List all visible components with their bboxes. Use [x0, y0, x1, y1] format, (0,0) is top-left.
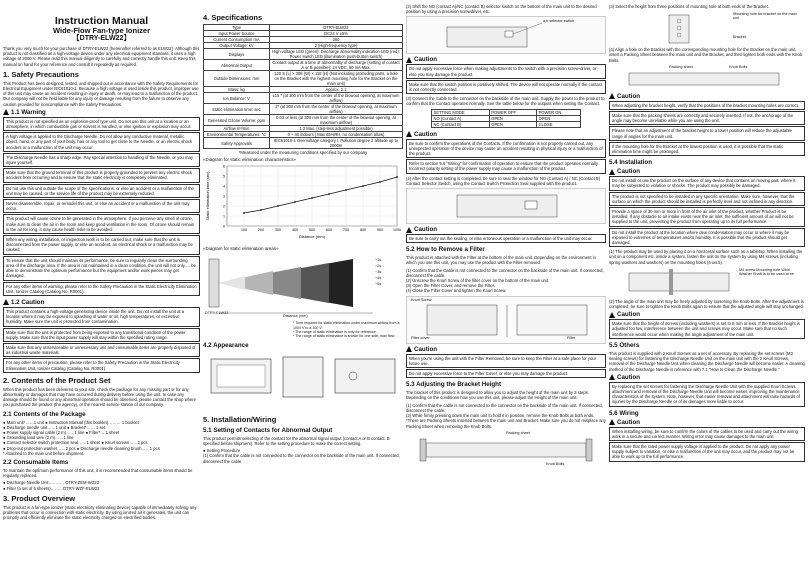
table-cell: OPEN [537, 115, 581, 121]
package-item: ● Drop-out protection washer……2 pcs ● Discharge needle cleaning brush……1 pcs [3, 445, 160, 451]
screw-shape [669, 269, 673, 295]
warning-item: Never disassemble, repair, or remodel this unit, or else an accident or a malfunction of the unit may occur. [3, 199, 200, 213]
setting-step-3: (3) Connect the Cable to the connector on the backside of the main unit. Supply the power to the product to confirm that the Contact operates normally. See the table below for the outputs when setting the Contact. [406, 96, 605, 107]
chart-xtick-label: 600 [326, 228, 332, 233]
caution-heading: Caution [609, 311, 805, 318]
specs-table [203, 24, 403, 149]
others-text: This product is supplied with 2 Knurl Screws as a set of accessory. By replacing the set screws (M3 sealing screws) for fastening the Discharge Needle Unit on the main unit with the 2 Knurl Screws, removal of the Discharge Needle Unit when cleaning the Discharge Needle will become easier. A cleaning method of the Discharge Needle is reference with 7.1 "How to Clean the Discharge Needle." [609, 350, 805, 372]
slot-label: M4 screw Mounting hole Whirl Washer Shaft is to be used at ne [739, 267, 794, 276]
setting-step-1: (1) Confirm that the cable is not connected to the connector on the backside of the main unit. If connected, disconnect the cable. [203, 453, 400, 464]
contents-text: When this product has been delivered to your site, check the package for any missing part or for any abnormality or damages that may have occurred during delivery before using the unit. In case any damage should be found or any abnormal operation should be observed, please contact the shop where you purchased the product (the agency), or the nearest service station of our company. [3, 386, 196, 408]
chart-point [260, 209, 262, 211]
hole-1 [677, 19, 681, 23]
install-step-1: (1) The product may be used by placing it on a horizontal surface such as a tabletop. When installing the unit on a component etc. inside a system, fasten the unit on the system by using M4 screws (including spring washers and washers) on the mounting holes (4-ø4.5). [609, 249, 803, 265]
spec-row [204, 93, 403, 104]
manual-title: Instruction Manual [54, 15, 149, 27]
bracket-step: (2) While firmly pressing down the main unit to hold it in position, remove the Knob Bolts at both ends. [406, 413, 595, 419]
caution-heading: 1.2 Caution [3, 299, 200, 306]
elimination-areas-figure [203, 253, 403, 319]
chart-ylabel: Static elimination time (sec) [205, 171, 210, 221]
chart-point [396, 176, 398, 178]
chart-xlabel: Distance (mm) [298, 234, 326, 240]
seal-shape [525, 201, 537, 209]
installation-title: 5. Installation/Wiring [203, 414, 277, 424]
side-view [283, 357, 323, 397]
rear-view [335, 359, 395, 393]
table-cell: NC (Contact B) [432, 121, 490, 127]
spec-row [204, 60, 403, 71]
spec-label: Outside Dimensions: mm [204, 71, 270, 87]
caution-item: This product contains a high-voltage generating device inside the unit. Do not install the unit at a location where it may be exposed to splashing of water or oil, high temperatures, or excessive humidity. Make sure the unit is protected from contamination. [3, 307, 200, 327]
chart-xtick-label: 300 [275, 228, 281, 233]
bracket-left [420, 439, 426, 461]
bracket-right [586, 439, 592, 461]
table-cell: NO (Contact A) [432, 115, 490, 121]
specs-footnote: *Measured under the measuring conditions specified by our company [238, 150, 368, 155]
spec-label: Mass: kg [204, 87, 270, 93]
selector-switch-figure [406, 16, 606, 54]
knob-label: Knob Bolts [546, 461, 565, 466]
caution-item: When you're using the unit with the Filter Removed, be sure to keep the Filter at a safe place for your future use. [406, 354, 606, 368]
selector-switch-shape [505, 31, 513, 37]
areas-legend [375, 257, 381, 287]
spec-label: Ion Balance: V [204, 93, 270, 104]
overview-text: This product is a fan-type ionizer (static electricity eliminating device) capable of immediately solving any problems that occur in connection with static electricity. By using ionized air it generates, the unit can promptly and efficiently eliminate the static electricity charged on electrified bodies. [3, 504, 197, 521]
bracket-note: *There are Packing Sheets inserted between the main unit and Bracket. Make sure you do not misplace any Packing Sheet when removing the Knob Bolts. [406, 418, 606, 429]
height-step-4: (4) Align a hole on the Bracket with the corresponding mounting hole for the Bracket on the main unit, insert a Packing Sheet between the main unit and the Bracket, and then tighten both ends with the Knob Bolts. [609, 47, 802, 63]
filter-figure [406, 296, 606, 344]
intro-text: Thank you very much for your purchase of DTRY-ELW22 (hereinafter referred to as ELW22). Although this product is not classified as a high-voltage device under any electrical equipment standard, it uses a high voltage at 2000 V. Please read this manual diligently to carefully and correctly handle this unit. Keep this manual on hand for your reference and consult it repeatedly as required. [3, 46, 200, 67]
manual-subtitle: Wide-Flow Fan-type Ionizer [52, 26, 151, 35]
mounting-hole-figure [609, 11, 805, 45]
spec-label: Type [204, 25, 270, 31]
caution-item: When adjusting the bracket height, verify that the positions of the bracket mounting holes are correct. [609, 101, 805, 110]
chart-ytick-label: 4 [223, 184, 225, 189]
caution-item: Do not apply excessive force when making adjustments to the switch with a precision screw-driver, or else you may damage the product. [406, 64, 606, 78]
caution-item: Make sure that the packing sheets are correctly and securely inserted. If not, the anchorage of the angle may become unreliable while you are using the unit. [609, 111, 805, 125]
spec-row [204, 104, 403, 115]
caution-icon [406, 57, 412, 63]
chart-point [328, 193, 330, 195]
manual-model: 【DTRY-ELW22】 [72, 35, 131, 42]
specs-title: 4. Specifications [203, 13, 263, 22]
spec-value: 260 [270, 37, 403, 43]
chart-xtick-label: 800 [360, 228, 366, 233]
caution-icon [609, 312, 615, 318]
packing-drawing [609, 65, 805, 91]
filter-step: (1) Confirm that the Cable is not connected to the connector on the backside of the main unit. If connected, disconnect the cable. [406, 267, 604, 278]
setting-step-2: (2) Shift the NO (contact A)/NC (contact B) selector switch on the bottom of the main unit to the desired position by using a precision screwdriver, etc. [406, 4, 597, 15]
installation-subtitle: 5.4 Installation [609, 159, 652, 167]
column-1 [3, 0, 200, 577]
chart-ytick-label: 0 [223, 224, 225, 229]
chart-ytick-label: 1 [223, 214, 225, 219]
section-contents-title: 2. Contents of the Product Set [3, 375, 111, 385]
filter-label: Filter [567, 335, 576, 340]
column-3 [406, 0, 606, 577]
selector-switch-drawing [407, 17, 606, 53]
caution-item: Please note that an adjustment of the bracket height to a lower position will reduce the adjustable range of angles for the main unit. [609, 126, 805, 140]
chart-point [379, 181, 381, 183]
caution-heading: Caution [609, 374, 805, 381]
chart-title: «Diagram for static elimination characteristics» [203, 157, 297, 163]
chart-point [362, 185, 364, 187]
front-grille [217, 365, 265, 387]
chart-point [311, 197, 313, 199]
knob-bolt-figure [406, 431, 606, 471]
table-header-row [432, 109, 581, 115]
spec-value: Contact output at a time of abnormality of discharge (setting of contact A or B possible): 24 VDC, 50 mA Max. [270, 60, 403, 71]
spec-row [204, 49, 403, 60]
caution-icon [406, 346, 412, 352]
packing-label: Packing sheet [506, 430, 530, 435]
unit-shape [427, 305, 497, 335]
knurl-label: Knurl Screw [411, 297, 432, 302]
spec-label: Airflow m³/min [204, 126, 270, 132]
chart-xtick-label: 1000 [393, 228, 401, 233]
consumables-title: 2.2 Consumable Items [3, 458, 69, 466]
spec-value: DC24 V ±5% [270, 31, 403, 37]
seal-figure [406, 188, 606, 224]
caution-icon [609, 93, 615, 99]
package-item: ● Discharge needle unit……1 unit ● Bracket*…… 1 set [3, 424, 106, 430]
screw-figure [609, 267, 805, 297]
bracket-label: Bracket [733, 35, 746, 40]
install-step-2: (2) The angle of the main unit may be freely adjusted by loosening the Knob Bolts. After the adjustment is completed, be sure to tighten the Knob Bolts again to ensure that the adjusted angle will stay unchanged. [609, 298, 804, 310]
hole-3 [677, 33, 681, 37]
filter-step: (2) Unscrew the Knurl Screw of the filter cover on the bottom of the main unit. [406, 278, 550, 284]
legend-item: ~6s [375, 282, 382, 287]
caution-item: For any other items of precaution, please refer to the Safety Precaution in the Static Electricity Elimination Unit, Ionizer Catalog (Catalog No. R0001). [3, 358, 200, 372]
chart-point [294, 201, 296, 203]
knob-bolt-drawing [406, 431, 606, 471]
consumable-item: ● Filter (a set of 5 sheets)………DTRY-WZF-ELW22 [3, 485, 100, 491]
caution-heading: Caution [406, 131, 606, 138]
spec-label: Abnormal Output [204, 60, 270, 71]
caution-icon [3, 299, 9, 305]
spec-value: 2* (at 300 mm from the center of the blowout opening, at maximum airflow) [270, 104, 403, 115]
distance-label: Distance (mm) [283, 314, 308, 319]
caution-item: Refer to section 5.6 "Wiring" for confirmation of operation to ensure that the product operates normally. Incorrect polarity setting of the power supply may cause a malfunction of the product. [406, 159, 606, 173]
caution-heading: Caution [609, 168, 805, 175]
spec-label: Current Consumption mA [204, 37, 270, 43]
mounting-hole-label: Mounting hole for bracket on the main unit [733, 12, 797, 21]
caution-icon [609, 374, 615, 380]
base-shape [629, 273, 729, 291]
contact-setting-text: This product permits selecting of the contact for the abnormal signal output (contact A or B contact. B specified before shipment). Refer to the setting procedure to make the correct setting. [203, 435, 390, 447]
package-note: * Attached to the main unit before shipment. [3, 450, 85, 456]
consumable-item: ● Discharge Needle Unit…………DTRY-ZEM-WZ22 [3, 480, 100, 486]
packing-label: Packing sheet [669, 64, 693, 69]
legend-item: ~4s [375, 276, 382, 281]
bracket-height-text: The bracket of this product is designed to allow you to adjust the height of the main unit by 3 steps. Depending on the conditions how you use this unit, please adjust the Height of the main unit. [406, 390, 589, 401]
spec-row [204, 138, 403, 149]
caution-item: Make sure that the switch position is positively shifted. The device will not operate normally if the contact is not correctly connected. [406, 80, 606, 94]
chart-xtick-label: 900 [377, 228, 383, 233]
column-2 [203, 0, 403, 577]
spec-value: 0.03 or less (at 300 mm from the center of the blowout opening, at maximum airflow) [270, 115, 403, 126]
hole-2 [677, 26, 681, 30]
filter-cover-shape [517, 305, 587, 335]
spec-label: Displays [204, 49, 270, 60]
spec-row [204, 71, 403, 87]
appearance-drawing [203, 351, 403, 407]
chart-ytick-label: 3 [223, 194, 225, 199]
spec-row [204, 132, 403, 138]
spec-value: High voltage LED (green): Discharge abnormality indication LED (red): Power switch LED (illumination push-button switch) [270, 49, 403, 60]
caution-item: Do not install the product at the location where dew condensation may occur or where it may be exposed to extremes of temperatures and/or humidity. It is possible that the product should get damaged. [609, 228, 805, 248]
filter-step: (4) Close the Filter Cover and tighten the Knurl Screw. [406, 288, 507, 294]
section-overview-title: 3. Product Overview [3, 493, 76, 503]
others-title: 5.5 Others [609, 341, 640, 349]
warning-list [3, 117, 200, 296]
caution-heading: Caution [406, 346, 606, 353]
chart-ytick-label: 2 [223, 204, 225, 209]
caution-heading: Caution [609, 93, 805, 100]
chart-point [345, 189, 347, 191]
warning-item: The Discharge Needle has a sharp edge. Pay special attention to handling of the Needle, or you may injure yourself. [3, 153, 200, 167]
bracket-height-title: 5.3 Adjusting the Bracket Height [406, 381, 502, 389]
caution-item: Be sure to confirm the operations of the Contacts. If the confirmation is not properly carried out, any unexpected operation of the device may cause an accident resulting in physical injury or a malfunction of the product. [406, 139, 606, 159]
caution-item: Be sure to carry out the sealing, or else erroneous operation or a malfunction of the unit may occur. [406, 234, 606, 243]
table-row [432, 121, 581, 127]
caution-item: Make sure that the height of screws (including washers) is set to 8 mm or less. If the Bracket height is adjusted too low, interference between the unit and screws may occur. Make sure that no such interference would occur when making the angle adjustment of the main unit. [609, 319, 805, 339]
caution-icon [406, 227, 412, 233]
warning-icon [3, 109, 9, 115]
area-band-1s [219, 276, 245, 290]
package-item: ● Main unit*……1 unit ● Instruction Manual (this booklet)……… 1 booklet [3, 419, 139, 425]
table-cell: OPEN [489, 115, 536, 121]
warning-item: A high voltage is applied to the Discharge Needle. Do not allow any conductive material, metallic object, hand, or any part of your body, hair or any tool to get close to the Needle, or an electric shock accident or a malfunction of the unit may occur. [3, 132, 200, 152]
table-header: POWER OFF [489, 109, 536, 115]
caution-list [3, 307, 200, 373]
table-header: POWER ON [537, 109, 581, 115]
spec-value: ±15 * (at 300 mm from the center of the blowout opening, at maximum airflow) [270, 93, 403, 104]
caution-heading: Caution [406, 56, 606, 63]
device-shape [209, 259, 219, 307]
spec-label: Input Power Source [204, 31, 270, 37]
setting-procedure-label: ● Setting Procedure [203, 448, 241, 454]
height-step-3: (3) Select the height from three positions of mounting hole at both ends of the Bracket. [609, 4, 769, 9]
setting-step-4: (4) After the contact setting is completed, be sure to seal the window for NO (Contact A) / NC (Contact B) Contact Selector Switch, using the Contact Switch Protection Seal supplied with the product. [406, 175, 601, 186]
warning-item: To ensure that the unit should maintain its performance, be sure to regularly clean the surrounding area of the discharge area. If the area is not maintained in a clean condition, the unit will not only … be able to demonstrate the optimum performance but the equipment and/or work pieces may get damaged. [3, 256, 200, 281]
remove-filter-title: 5.2 How to Remove a Filter [406, 246, 485, 254]
caution-item: Do not apply excessive force to the Filter Cover, or else you may damage the product. [406, 369, 606, 378]
package-title: 2.1 Contents of the Package [3, 410, 86, 418]
knob-label: Knob Bolts [729, 64, 748, 69]
chart-xtick-label: 100 [241, 228, 247, 233]
areas-note: * Time required for static elimination under maximum airflow from a 1000 V to a 100 V. * The range of static elimination is only for reference. * The range of static elimination is shown for one side, max flow. [293, 321, 400, 339]
packing-figure [609, 65, 805, 91]
section-safety-title: 1. Safety Precautions [3, 69, 79, 79]
remove-filter-text: This product is attached with the Filter at the bottom of the main unit. Depending on the environment in which you use this unit, you may use the product with the Filter removed. [406, 255, 596, 266]
caution-heading: Caution [406, 226, 606, 233]
chart-ytick-label: 6 [223, 164, 225, 169]
device-label: DTRY-ELW22 [205, 311, 229, 316]
warning-heading: 1.1 Warning [3, 109, 200, 116]
caution-icon [406, 131, 412, 137]
table-cell: OPEN [489, 121, 536, 127]
caution-item: The product is not specified to be installed in any specific orientation. Make sure, however, that the surface on which the product should be installed is perfectly level and not inclined in any direction. [609, 192, 805, 206]
chart-ytick-label: 5 [223, 174, 225, 179]
caution-item: Provide a space of 30 mm or more in front of the air inlet of the product, whether Product is be installed. If any obstacle to air intake exists near the air inlet, the sufficient amount of air will not be supplied to the unit, preventing the product from operating up to its full performance. [609, 207, 805, 227]
caution-item: Make sure that the unit is protected from being exposed to any transitional condition of the power supply. Make sure that the input power supply will stay within the specified rating range. [3, 328, 200, 342]
spec-label: Environmental Temperatures: ℃ [204, 132, 270, 138]
package-item: ● Grounding lead wire (2 m)……1 line [3, 435, 74, 441]
caution-item: Make sure that the rated power supply voltage is applied to the product. Do not apply any power supply subject to variation, or else a malfunction of the unit may occur, and the product may not be able to work up to the full performance. [609, 442, 805, 462]
contact-setting-title: 5.1 Setting of Contacts for Abnormal Output [203, 426, 333, 434]
bracket-step: (1) Confirm that the cable is not connected to the connector on the backside of the main unit. If connected, disconnect the cable. [406, 402, 603, 413]
spec-label: Output Voltage: kV [204, 43, 270, 49]
warning-item: Make sure that the ground terminal of this product is properly grounded to prevent any electric shock accident from occurring and to ensure that the static electricity is completely eliminated. [3, 168, 200, 182]
static-elimination-chart [203, 162, 403, 240]
main-unit-shape [629, 73, 779, 85]
consumables-text: To maintain the optimum performance of this unit, it is recommended that consumable items should be regularly replaced. [3, 467, 193, 479]
areas-title: «Diagram for static elimination areas» [203, 246, 279, 252]
spec-value: Approx. 2.1 [270, 87, 403, 93]
warning-item: When any wiring, installation, or inspection work is to be carried out, make sure that the unit is disconnected from the power supply, or else an accident, an electrical shock or a malfunction may be caused. [3, 235, 200, 255]
spec-value: IEC61010-1 Overvoltage category I, Pollution degree 2 altitude up to 2000m [270, 138, 403, 149]
chart-xtick-label: 700 [343, 228, 349, 233]
package-item: ● Contact selector switch protection seal……1 sheet ● Knurl screws……2 pcs [3, 440, 148, 446]
caution-item: Make sure that any unserviceable or unnecessary unit and consumable items are properly disposed of as industrial waste materials. [3, 343, 200, 357]
chart-xtick-label: 200 [258, 228, 264, 233]
chart-xtick-label: 400 [292, 228, 298, 233]
legend-item: ~2s [375, 264, 382, 269]
spec-row [204, 126, 403, 132]
selector-label: a,b selector switch [543, 19, 575, 24]
package-item: ● Power supply signal cable (2 m)……1 line ● Filter*… 1 sheet [3, 429, 120, 435]
chart-point [277, 205, 279, 207]
wiring-title: 5.6 Wiring [609, 409, 639, 417]
spec-value: 120 S (L) × 308 (W) × 118 (H) (Not including protruding parts, a hole on the Bracket with the highest mounting hole for the Bracket on the main unit) [270, 71, 403, 87]
legend-item: ~1s [375, 258, 382, 263]
caution-icon [609, 419, 615, 425]
contact-output-table [431, 109, 581, 128]
unit-shape [457, 195, 557, 217]
spec-value: DTRY-ELW22 [270, 25, 403, 31]
filter-cover-label: Filter cover [411, 335, 430, 340]
safety-text: This Product has been designed, tested, and shipped out in accordance with the Safety Requirements for Electrical Equipment under IEC61010-1. Because a high voltage is used inside this product, improper use of this unit may cause an accident resulting in injury or death, or may lead to a malfunction of the product. Our company will not be held liable for any injury or damage resulting from the failure to observe any caution provided for noncompliance with the Safety Precautions. [3, 80, 199, 107]
seal-drawing [407, 189, 606, 223]
unit-bottom-shape [447, 27, 527, 47]
spec-label: Static elimination time: sec [204, 104, 270, 115]
caution-icon [609, 169, 615, 175]
spec-label: Safety Approvals [204, 138, 270, 149]
chart-xtick-label: 500 [309, 228, 315, 233]
main-unit-shape [426, 443, 586, 457]
table-header: SETTING MODE [432, 109, 490, 115]
column-4 [609, 0, 805, 577]
filter-drawing [407, 297, 606, 343]
caution-item: When installing wiring, be sure to confirm the colors of the cables to be used and carry out the wiring work in a secure and correct manner. Wiring error may cause damages to the main unit. [609, 427, 805, 441]
filter-step: (3) Open the Filter Cover, and remove the Filter. [406, 283, 495, 289]
caution-item: By replacing the set screws for fastening the Discharge Needle Unit with the supplied Knurl Screws, attachment and removal of the Discharge Needle Unit will become easier, improving the maintenance characteristics of the system. Note, however, that easier removal and attachment will raise hazards of injuries by the Discharge Needle or of its damages more liable to occur. [609, 382, 805, 407]
table-cell: CLOSE [537, 121, 581, 127]
spec-value: 0 ~ 40 indoors ( Max 65%RH, no condensation allow) [270, 132, 403, 138]
appearance-title: 4.2 Appearance [203, 341, 249, 349]
warning-item: Do not use this unit outside the scope of the specifications, or else an accident or a malfunction of the unit may be caused, or the service life of the product may be extremely reduced. [3, 184, 200, 198]
caution-item: Do not install or use the product on the surface of any device that contains on moving part, where it may be subjected to violation or shocks. The product may possibly be damaged. [609, 176, 805, 190]
warning-item: This product is not specified as an explosion-proof type unit. Do not use this unit at a location or an atmosphere, in which combustible gas or solvent is handled, or else ignition or explosion may occur. [3, 117, 200, 131]
spec-value: 2 (High-frequency type) [270, 43, 403, 49]
warning-item: This product will cause ozone to be generated in the atmosphere. If you perceive any smell of ozone, make sure to clean the air in the room and keep good ventilation in the room. Of ozone should remain in the air for long, it may cause health risks to be avoided. [3, 214, 200, 234]
warning-item: For any other items of warning, please refer to the Safety Precaution in the Static Electricity Elimination Unit, Ionizer Catalog (Catalog No. R0001). [3, 282, 200, 296]
spec-row [204, 115, 403, 126]
spec-label: Generated Ozone Volume: ppm [204, 115, 270, 126]
caution-item: If the mounting hole for the Bracket at the lowest position is used, it is possible that the static elimination time might be prolonged. [609, 142, 805, 156]
spec-value: 1.3 Max. (step-less adjustment possible) [270, 126, 403, 132]
legend-item: ~3s [375, 270, 382, 275]
caution-heading: Caution [609, 419, 805, 426]
areas-diagram [203, 253, 403, 319]
chart-point [243, 212, 245, 214]
